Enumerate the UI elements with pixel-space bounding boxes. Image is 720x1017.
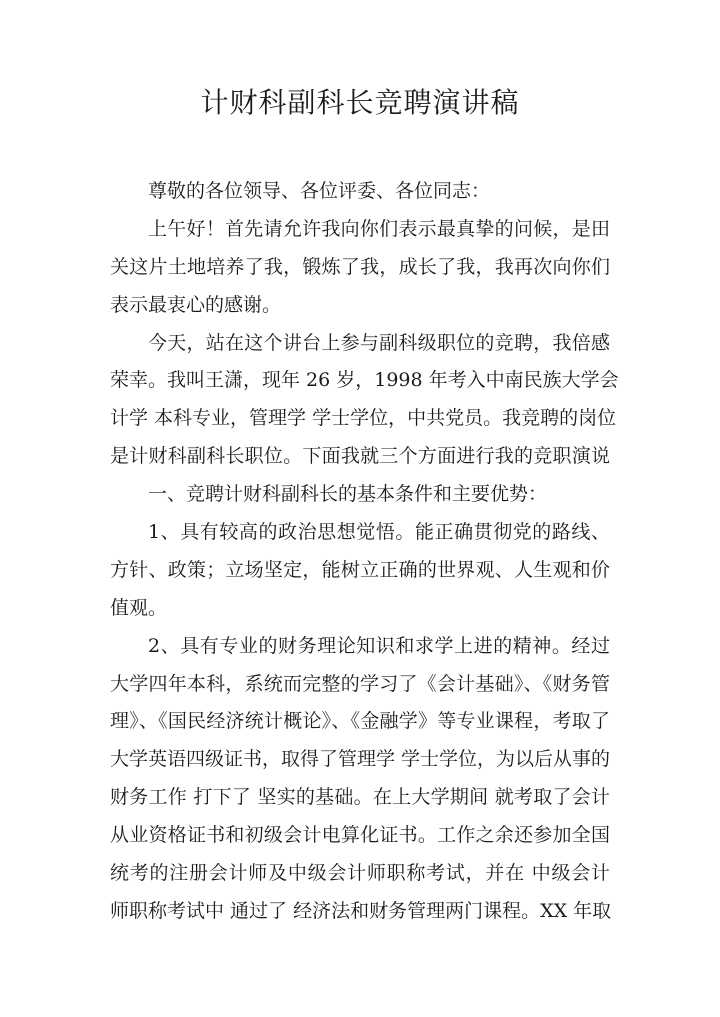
text-line: 荣幸。我叫王潇，现年 26 岁，1998 年考入中南民族大学会 [110,369,619,392]
text-line: 1、具有较高的政治思想觉悟。能正确贯彻党的路线、 [148,521,610,544]
text-line: 从业资格证书和初级会计电算化证书。工作之余还参加全国 [110,824,610,847]
text-line: 统考的注册会计师及中级会计师职称考试，并在 中级会计 [110,862,610,885]
text-line: 值观。 [110,596,168,619]
text-line: 师职称考试中 通过了 经济法和财务管理两门课程。XX 年取 [110,899,612,922]
text-line: 是计财科副科长职位。下面我就三个方面进行我的竞职演说 [110,445,610,468]
text-line: 2、具有专业的财务理论知识和求学上进的精神。经过 [148,634,610,657]
text-line: 关这片土地培养了我，锻炼了我，成长了我，我再次向你们 [110,255,610,278]
text-line: 大学英语四级证书，取得了管理学 学士学位，为以后从事的 [110,748,611,771]
text-line: 理》、《国民经济统计概论》、《金融学》等专业课程，考取了 [110,710,610,733]
document-title: 计财科副科长竞聘演讲稿 [200,86,520,119]
text-line: 表示最衷心的感谢。 [110,293,282,316]
text-line: 大学四年本科，系统而完整的学习了《会计基础》、《财务管 [110,672,610,695]
text-line: 上午好！首先请允许我向你们表示最真挚的问候，是田 [148,217,610,240]
text-line: 一、竞聘计财科副科长的基本条件和主要优势： [148,483,548,506]
text-line: 计学 本科专业，管理学 学士学位，中共党员。我竞聘的岗位 [110,407,617,430]
document-body [110,173,619,931]
text-line: 今天，站在这个讲台上参与副科级职位的竞聘，我倍感 [148,331,610,354]
text-line: 方针、政策；立场坚定，能树立正确的世界观、人生观和价 [110,558,610,581]
text-line: 财务工作 打下了 坚实的基础。在上大学期间 就考取了会计 [110,786,610,809]
text-line: 尊敬的各位领导、各位评委、各位同志： [148,180,491,202]
